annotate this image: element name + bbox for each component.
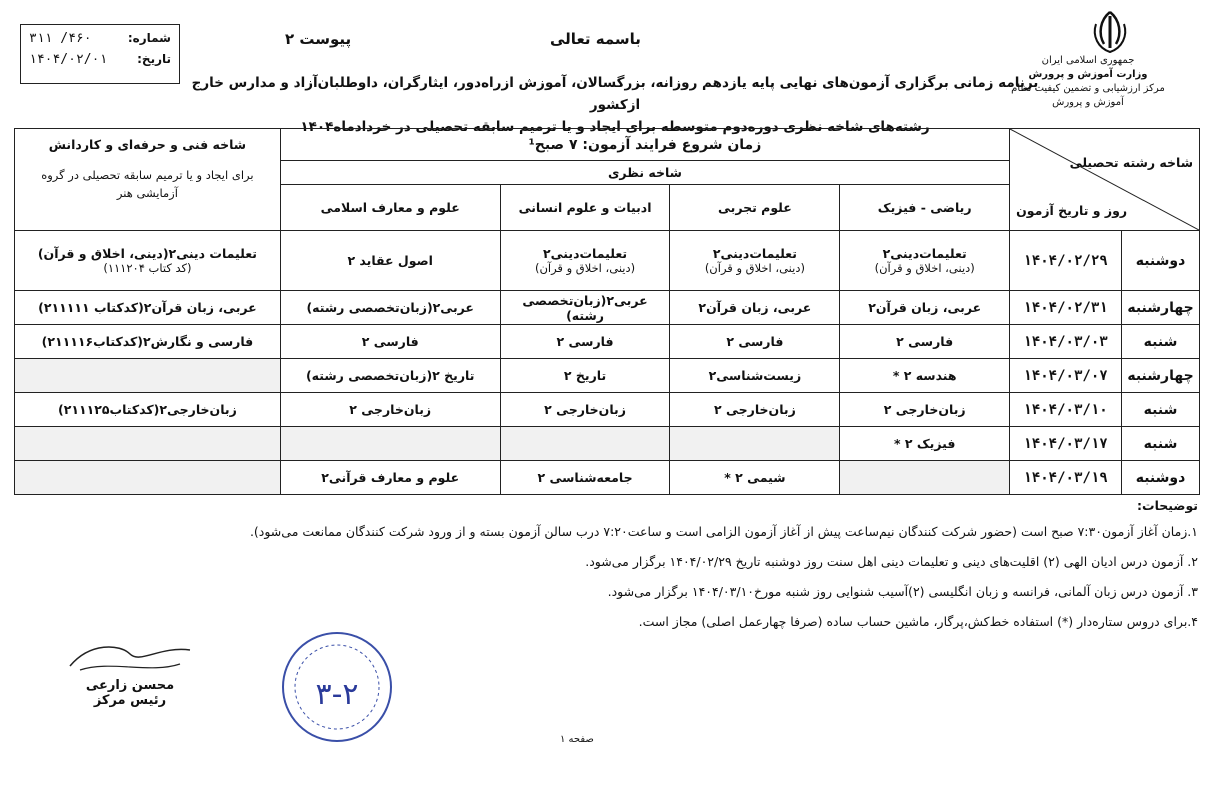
bio-cell: فارسی ۲ [670,325,840,359]
date-cell: ۱۴۰۴/۰۲/۲۹ [1010,231,1122,291]
math-cell: فارسی ۲ [840,325,1010,359]
bio-cell: زبان‌خارجی ۲ [670,393,840,427]
math-cell: زبان‌خارجی ۲ [840,393,1010,427]
islamic-cell [280,231,500,291]
tech-branch-title: شاخه فنی و حرفه‌ای و کاردانش [48,137,247,152]
subject-note: (دینی، اخلاق و قرآن) [534,261,636,275]
date-label: تاریخ: [137,52,171,66]
stamp-number: ۳-۲ [315,677,359,712]
subject-note: (کد کتاب ۱۱۱۲۰۴) [103,261,192,275]
table-row [15,359,1200,393]
tech-cell: زبان‌خارجی۲(کدکتاب۲۱۱۱۲۵) [15,393,281,427]
column-header-bio: علوم تجربی [670,185,840,231]
islamic-cell: فارسی ۲ [280,325,500,359]
signature-scribble-icon [60,640,200,674]
bio-cell: عربی، زبان قرآن۲ [670,291,840,325]
math-cell [840,231,1010,291]
iran-emblem-icon [1090,10,1130,54]
math-cell: عربی، زبان قرآن۲ [840,291,1010,325]
column-header-humanities: ادبیات و علوم انسانی [500,185,670,231]
tech-cell [15,427,281,461]
islamic-cell: علوم و معارف قرآنی۲ [280,461,500,495]
signer-role: رئیس مرکز [93,693,167,708]
column-header-islamic: علوم و معارف اسلامی [280,185,500,231]
date-cell: ۱۴۰۴/۰۲/۳۱ [1010,291,1122,325]
subject-note: (دینی، اخلاق و قرآن) [704,261,805,275]
ministry-line: مرکز ارزشیابی و تضمین کیفیت نظام [1011,83,1165,94]
tech-cell: عربی، زبان قرآن۲(کدکتاب ۲۱۱۱۱۱) [15,291,281,325]
tech-cell: فارسی و نگارش۲(کدکتاب۲۱۱۱۱۶) [15,325,281,359]
ministry-line: جمهوری اسلامی ایران [1041,55,1135,66]
table-row [15,461,1200,495]
day-cell: چهارشنبه [1122,359,1200,393]
corner-header [1010,129,1200,231]
subject: اصول عقاید ۲ [347,253,433,268]
table-row [15,231,1200,291]
tech-cell [15,359,281,393]
math-cell: هندسه ۲ * [840,359,1010,393]
office-stamp [280,630,395,745]
humanities-cell: زبان‌خارجی ۲ [500,393,670,427]
bio-cell: شیمی ۲ * [670,461,840,495]
bismillah: باسمه تعالی [550,30,641,48]
number-label: شماره: [127,31,171,45]
signer-name: محسن زارعی [85,678,175,693]
number-value: ۴۶۰/ ۳۱۱ [29,31,92,46]
note-item: ۱.زمان آغاز آزمون۷:۳۰ صبح است (حضور شرکت کنندگان نیم‌ساعت پیش از آغاز آزمون الزامی است و ساعت۷:۲۰ درب سالن آزمون بسته و از ورود شرکت کنندگان ممانعت می‌شود). [249,524,1198,539]
note-item: ۲. آزمون درس ادیان الهی (۲) اقلیت‌های دینی و تعلیمات دینی اهل سنت روز دوشنبه تاریخ ۱۴۰۴/۰۲/۲۹ برگزار می‌شود. [585,554,1198,569]
corner-bottom-label: روز و تاریخ آزمون [1016,203,1128,218]
subject: تعلیمات دینی۲(دینی، اخلاق و قرآن) [37,246,257,261]
tech-cell [15,461,281,495]
islamic-cell [280,427,500,461]
subject: تعلیمات‌دینی۲ [542,246,628,261]
start-time-header: زمان شروع فرایند آزمون: ۷ صبح¹ [280,129,1009,161]
humanities-cell [500,427,670,461]
note-item: ۳. آزمون درس زبان آلمانی، فرانسه و زبان انگلیسی (۲)آسیب شنوایی روز شنبه مورخ۱۴۰۴/۰۳/۱۰ برگزار می‌شود. [607,584,1198,599]
signature-block [60,640,200,708]
humanities-cell: تاریخ ۲ [500,359,670,393]
letter-meta-box [20,24,180,84]
islamic-cell: عربی۲(زبان‌تخصصی رشته) [280,291,500,325]
humanities-cell: عربی۲(زبان‌تخصصی رشته) [500,291,670,325]
humanities-cell: فارسی ۲ [500,325,670,359]
notes-heading: توضیحات: [1137,498,1198,513]
ministry-line: آموزش و پرورش [1052,97,1124,108]
table-row [15,291,1200,325]
bio-cell [670,231,840,291]
corner-top-label: شاخه رشته تحصیلی [1069,155,1193,170]
math-cell: فیزیک ۲ * [840,427,1010,461]
humanities-cell [500,231,670,291]
subject-note: (دینی، اخلاق و قرآن) [874,261,975,275]
title-line-2: رشته‌های شاخه نظری دوره‌دوم متوسطه برای ایجاد و یا ترمیم سابقه تحصیلی در خردادماه۱۴۰۴ [300,119,930,135]
math-cell [840,461,1010,495]
date-cell: ۱۴۰۴/۰۳/۱۹ [1010,461,1122,495]
page-number: صفحه ۱ [560,734,594,745]
bio-cell [670,427,840,461]
date-cell: ۱۴۰۴/۰۳/۰۳ [1010,325,1122,359]
date-cell: ۱۴۰۴/۰۳/۱۰ [1010,393,1122,427]
table-row [15,393,1200,427]
islamic-cell: زبان‌خارجی ۲ [280,393,500,427]
table-row [15,427,1200,461]
table-row [15,325,1200,359]
date-cell: ۱۴۰۴/۰۳/۰۷ [1010,359,1122,393]
notes-section [100,498,1198,643]
exam-schedule-table [14,128,1200,495]
bio-cell: زیست‌شناسی۲ [670,359,840,393]
appendix-label: پیوست ۲ [285,30,352,48]
day-cell: دوشنبه [1122,461,1200,495]
tech-branch-note: برای ایجاد و یا ترمیم سابقه تحصیلی در گروه آزمایشی هنر [41,168,254,200]
day-cell: شنبه [1122,427,1200,461]
subject: تعلیمات‌دینی۲ [712,246,797,261]
note-item: ۴.برای دروس ستاره‌دار (*) استفاده خط‌کش،پرگار، ماشین حساب ساده (صرفا چهارعمل اصلی) مجاز است. [638,614,1198,629]
title-line-1: برنامه زمانی برگزاری آزمون‌های نهایی پایه یازدهم روزانه، بزرگسالان، آموزش ازراه‌دور، ایثارگران، داوطلبان‌آزاد و مدارس خارج ازکشور [191,75,1039,113]
humanities-cell: جامعه‌شناسی ۲ [500,461,670,495]
column-header-math: ریاضی - فیزیک [840,185,1010,231]
day-cell: شنبه [1122,393,1200,427]
day-cell: شنبه [1122,325,1200,359]
tech-cell [15,231,281,291]
subject: تعلیمات‌دینی۲ [882,246,967,261]
day-cell: چهارشنبه [1122,291,1200,325]
day-cell: دوشنبه [1122,231,1200,291]
tech-branch-header [15,129,281,231]
theory-branch-header: شاخه نظری [280,161,1009,185]
islamic-cell: تاریخ ۲(زبان‌تخصصی رشته) [280,359,500,393]
date-cell: ۱۴۰۴/۰۳/۱۷ [1010,427,1122,461]
date-value: ۱۴۰۴/۰۲/۰۱ [29,52,108,67]
ministry-line: وزارت آموزش و پرورش [1028,69,1148,80]
